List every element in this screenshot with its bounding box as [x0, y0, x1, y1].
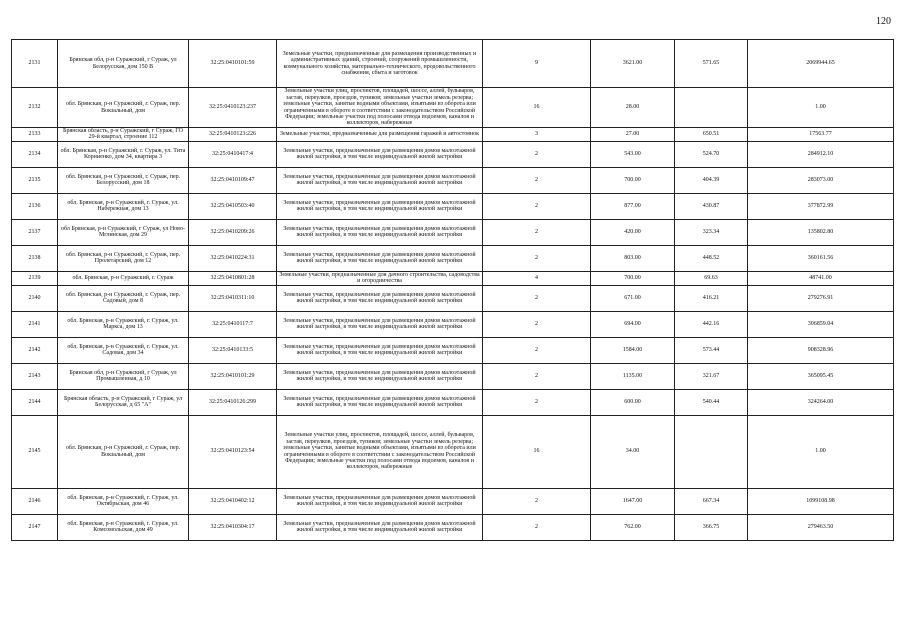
row-number-cell: 2146 — [12, 488, 58, 514]
specific-value-cell: 430.87 — [675, 193, 748, 219]
table-row — [12, 245, 894, 271]
land-use-purpose-cell: Земельные участки, предназначенные для размещения гаражей и автостоянок — [277, 128, 483, 142]
land-use-purpose-cell: Земельные участки, предназначенные для размещения производственных и административных зданий, строений, сооружений промышленности, коммунального хозяйства, материально-технического, продовольственного снабжения, сбыта и заготовок — [277, 40, 483, 88]
specific-value-cell: 573.44 — [675, 337, 748, 363]
cadastral-number-cell: 32:25:0410133:5 — [189, 337, 277, 363]
area-cell: 877.00 — [591, 193, 675, 219]
address-cell: обл. Брянская, р-н Суражский, г. Сураж, ул. Маркса, дом 13 — [58, 311, 189, 337]
land-use-purpose-cell: Земельные участки, предназначенные для размещения домов малоэтажной жилой застройки, в том числе индивидуальной жилой застройки — [277, 514, 483, 540]
table-row — [12, 285, 894, 311]
row-number-cell: 2141 — [12, 311, 58, 337]
area-cell: 1584.00 — [591, 337, 675, 363]
table-row — [12, 219, 894, 245]
land-use-purpose-cell: Земельные участки, предназначенные для размещения домов малоэтажной жилой застройки, в том числе индивидуальной жилой застройки — [277, 167, 483, 193]
cadastral-value-cell: 48741.00 — [748, 271, 894, 285]
address-cell: обл. Брянская, р-н Суражский, г. Сураж, ул. Октябрьская, дом 46 — [58, 488, 189, 514]
land-use-purpose-cell: Земельные участки, предназначенные для размещения домов малоэтажной жилой застройки, в том числе индивидуальной жилой застройки — [277, 389, 483, 415]
group-number-cell: 9 — [483, 40, 591, 88]
row-number-cell: 2137 — [12, 219, 58, 245]
group-number-cell: 16 — [483, 88, 591, 128]
group-number-cell: 2 — [483, 141, 591, 167]
cadastral-value-cell: 1099108.98 — [748, 488, 894, 514]
specific-value-cell: 571.65 — [675, 40, 748, 88]
page-number: 120 — [876, 16, 891, 27]
specific-value-cell: 323.34 — [675, 219, 748, 245]
group-number-cell: 2 — [483, 488, 591, 514]
cadastral-number-cell: 32:25:0410126:299 — [189, 389, 277, 415]
land-use-purpose-cell: Земельные участки улиц, проспектов, площадей, шоссе, аллей, бульваров, застав, переулков, проездов, тупиков; земельные участки земель резерва; земельные участки, занятые водными объектами, изъятыми из оборота или ограниченными в обороте в соответствии с законодательством Российской Федерации; земельные участки под полосами отвода водоемов, каналов и коллекторов, набережные — [277, 415, 483, 488]
cadastral-value-cell: 279276.91 — [748, 285, 894, 311]
area-cell: 3621.00 — [591, 40, 675, 88]
specific-value-cell: 404.39 — [675, 167, 748, 193]
specific-value-cell: 524.70 — [675, 141, 748, 167]
table-row — [12, 141, 894, 167]
cadastral-number-cell: 32:25:0410123:54 — [189, 415, 277, 488]
cadastral-number-cell: 32:25:0410101:59 — [189, 40, 277, 88]
cadastral-value-cell: 279463.50 — [748, 514, 894, 540]
land-use-purpose-cell: Земельные участки, предназначенные для размещения домов малоэтажной жилой застройки, в том числе индивидуальной жилой застройки — [277, 337, 483, 363]
row-number-cell: 2138 — [12, 245, 58, 271]
cadastral-value-cell: 360161.56 — [748, 245, 894, 271]
specific-value-cell: 448.52 — [675, 245, 748, 271]
specific-value-cell: 416.21 — [675, 285, 748, 311]
cadastral-value-table — [11, 39, 894, 541]
table-row — [12, 415, 894, 488]
address-cell: обл. Брянская, р-н Суражский, г. Сураж, пер. Пролетарский, дом 12 — [58, 245, 189, 271]
table-row — [12, 167, 894, 193]
group-number-cell: 2 — [483, 337, 591, 363]
cadastral-number-cell: 32:25:0410801:28 — [189, 271, 277, 285]
table-row — [12, 311, 894, 337]
area-cell: 700.00 — [591, 167, 675, 193]
address-cell: обл. Брянская, р-н Суражский, г. Сураж — [58, 271, 189, 285]
specific-value-cell — [675, 88, 748, 128]
area-cell: 1647.00 — [591, 488, 675, 514]
area-cell: 694.00 — [591, 311, 675, 337]
group-number-cell: 2 — [483, 167, 591, 193]
table-row — [12, 40, 894, 88]
row-number-cell: 2131 — [12, 40, 58, 88]
address-cell: обл. Брянская, р-н Суражский, г. Сураж, пер. Вокзальный, дом — [58, 415, 189, 488]
cadastral-value-cell: 17563.77 — [748, 128, 894, 142]
land-use-purpose-cell: Земельные участки, предназначенные для размещения домов малоэтажной жилой застройки, в том числе индивидуальной жилой застройки — [277, 363, 483, 389]
cadastral-value-cell: 1.00 — [748, 415, 894, 488]
table-row — [12, 193, 894, 219]
area-cell: 600.00 — [591, 389, 675, 415]
cadastral-number-cell: 32:25:0410209:26 — [189, 219, 277, 245]
land-use-purpose-cell: Земельные участки, предназначенные для размещения домов малоэтажной жилой застройки, в том числе индивидуальной жилой застройки — [277, 311, 483, 337]
group-number-cell: 3 — [483, 128, 591, 142]
specific-value-cell: 69.63 — [675, 271, 748, 285]
specific-value-cell: 667.34 — [675, 488, 748, 514]
group-number-cell: 2 — [483, 245, 591, 271]
cadastral-value-cell: 2069944.65 — [748, 40, 894, 88]
cadastral-value-cell: 306859.04 — [748, 311, 894, 337]
row-number-cell: 2147 — [12, 514, 58, 540]
address-cell: обл. Брянская, р-н Суражский, г. Сураж, ул. Набережная, дом 13 — [58, 193, 189, 219]
address-cell: обл. Брянская, р-н Суражский, г. Сураж, ул. Садовая, дом 34 — [58, 337, 189, 363]
land-use-purpose-cell: Земельные участки улиц, проспектов, площадей, шоссе, аллей, бульваров, застав, переулков, проездов, тупиков; земельные участки земель резерва; земельные участки, занятые водными объектами, изъятыми из оборота или ограниченными в обороте в соответствии с законодательством Российской Федерации; земельные участки под полосами отвода водоемов, каналов и коллекторов, набережные — [277, 88, 483, 128]
group-number-cell: 2 — [483, 363, 591, 389]
area-cell: 28.00 — [591, 88, 675, 128]
row-number-cell: 2139 — [12, 271, 58, 285]
specific-value-cell: 366.75 — [675, 514, 748, 540]
row-number-cell: 2142 — [12, 337, 58, 363]
land-use-purpose-cell: Земельные участки, предназначенные для размещения домов малоэтажной жилой застройки, в том числе индивидуальной жилой застройки — [277, 488, 483, 514]
address-cell: Брянская обл, р-н Суражский, г Сураж, ул Белорусская, дом 150 В — [58, 40, 189, 88]
group-number-cell: 2 — [483, 193, 591, 219]
cadastral-number-cell: 32:25:0410123:237 — [189, 88, 277, 128]
area-cell: 543.00 — [591, 141, 675, 167]
cadastral-number-cell: 32:25:0410109:47 — [189, 167, 277, 193]
land-use-purpose-cell: Земельные участки, предназначенные для размещения домов малоэтажной жилой застройки, в том числе индивидуальной жилой застройки — [277, 141, 483, 167]
row-number-cell: 2132 — [12, 88, 58, 128]
group-number-cell: 2 — [483, 514, 591, 540]
row-number-cell: 2133 — [12, 128, 58, 142]
table-row — [12, 363, 894, 389]
cadastral-number-cell: 32:25:0410304:17 — [189, 514, 277, 540]
area-cell: 671.00 — [591, 285, 675, 311]
table-body — [12, 40, 894, 541]
table-row — [12, 514, 894, 540]
cadastral-number-cell: 32:25:0410224:31 — [189, 245, 277, 271]
address-cell: обл. Брянская, р-н Суражский, г. Сураж, ул. Тита Корниенко, дом 34, квартира 3 — [58, 141, 189, 167]
specific-value-cell: 321.67 — [675, 363, 748, 389]
address-cell: Брянская обл, р-н Суражский, г Сураж, ул Промышленная, д 10 — [58, 363, 189, 389]
group-number-cell: 2 — [483, 285, 591, 311]
address-cell: обл. Брянская, р-н Суражский, г. Сураж, ул. Комсомольская, дом 49 — [58, 514, 189, 540]
cadastral-value-cell: 324264.00 — [748, 389, 894, 415]
land-use-purpose-cell: Земельные участки, предназначенные для размещения домов малоэтажной жилой застройки, в том числе индивидуальной жилой застройки — [277, 285, 483, 311]
specific-value-cell: 650.51 — [675, 128, 748, 142]
area-cell: 700.00 — [591, 271, 675, 285]
table-row — [12, 88, 894, 128]
area-cell: 34.00 — [591, 415, 675, 488]
cadastral-number-cell: 32:25:0410402:12 — [189, 488, 277, 514]
specific-value-cell: 540.44 — [675, 389, 748, 415]
area-cell: 1135.00 — [591, 363, 675, 389]
row-number-cell: 2140 — [12, 285, 58, 311]
table-row — [12, 337, 894, 363]
row-number-cell: 2144 — [12, 389, 58, 415]
row-number-cell: 2145 — [12, 415, 58, 488]
cadastral-number-cell: 32:25:0410123:226 — [189, 128, 277, 142]
address-cell: обл. Брянская, р-н Суражский, г. Сураж, пер. Вокзальный, дом — [58, 88, 189, 128]
row-number-cell: 2135 — [12, 167, 58, 193]
group-number-cell: 2 — [483, 219, 591, 245]
group-number-cell: 2 — [483, 389, 591, 415]
row-number-cell: 2136 — [12, 193, 58, 219]
address-cell: обл Брянская, р-н Суражский, г Сураж, ул Ново-Мглинская, дом 29 — [58, 219, 189, 245]
specific-value-cell — [675, 415, 748, 488]
cadastral-value-cell: 135802.80 — [748, 219, 894, 245]
cadastral-number-cell: 32:25:0410417:4 — [189, 141, 277, 167]
row-number-cell: 2134 — [12, 141, 58, 167]
cadastral-number-cell: 32:25:0410101:29 — [189, 363, 277, 389]
address-cell: обл. Брянская, р-н Суражский, г. Сураж, пер. Белорусский, дом 18 — [58, 167, 189, 193]
cadastral-value-cell: 908328.96 — [748, 337, 894, 363]
group-number-cell: 2 — [483, 311, 591, 337]
land-use-purpose-cell: Земельные участки, предназначенные для размещения домов малоэтажной жилой застройки, в том числе индивидуальной жилой застройки — [277, 219, 483, 245]
cadastral-value-cell: 283073.00 — [748, 167, 894, 193]
address-cell: Брянская область, р-н Суражский, г Сураж, ГО 29-й квартал, строение 112 — [58, 128, 189, 142]
row-number-cell: 2143 — [12, 363, 58, 389]
land-use-purpose-cell: Земельные участки, предназначенные для размещения домов малоэтажной жилой застройки, в том числе индивидуальной жилой застройки — [277, 245, 483, 271]
cadastral-value-cell: 377872.99 — [748, 193, 894, 219]
cadastral-number-cell: 32:25:0410311:10 — [189, 285, 277, 311]
cadastral-number-cell: 32:25:0410503:40 — [189, 193, 277, 219]
land-use-purpose-cell: Земельные участки, предназначенные для размещения домов малоэтажной жилой застройки, в том числе индивидуальной жилой застройки — [277, 193, 483, 219]
cadastral-value-cell: 365095.45 — [748, 363, 894, 389]
table-row — [12, 128, 894, 142]
land-use-purpose-cell: Земельные участки, предназначенные для дачного строительства, садоводства и огородничества — [277, 271, 483, 285]
area-cell: 27.00 — [591, 128, 675, 142]
group-number-cell: 16 — [483, 415, 591, 488]
group-number-cell: 4 — [483, 271, 591, 285]
cadastral-value-cell: 1.00 — [748, 88, 894, 128]
area-cell: 803.00 — [591, 245, 675, 271]
table-row — [12, 488, 894, 514]
cadastral-value-cell: 284912.10 — [748, 141, 894, 167]
address-cell: обл. Брянская, р-н Суражский, г. Сураж, пер. Садовый, дом 8 — [58, 285, 189, 311]
cadastral-number-cell: 32:25:0410117:7 — [189, 311, 277, 337]
address-cell: Брянская область, р-н Суражский, г Сураж, ул Белорусская, д 65 "А" — [58, 389, 189, 415]
table-row — [12, 271, 894, 285]
table-row — [12, 389, 894, 415]
specific-value-cell: 442.16 — [675, 311, 748, 337]
area-cell: 420.00 — [591, 219, 675, 245]
area-cell: 762.00 — [591, 514, 675, 540]
